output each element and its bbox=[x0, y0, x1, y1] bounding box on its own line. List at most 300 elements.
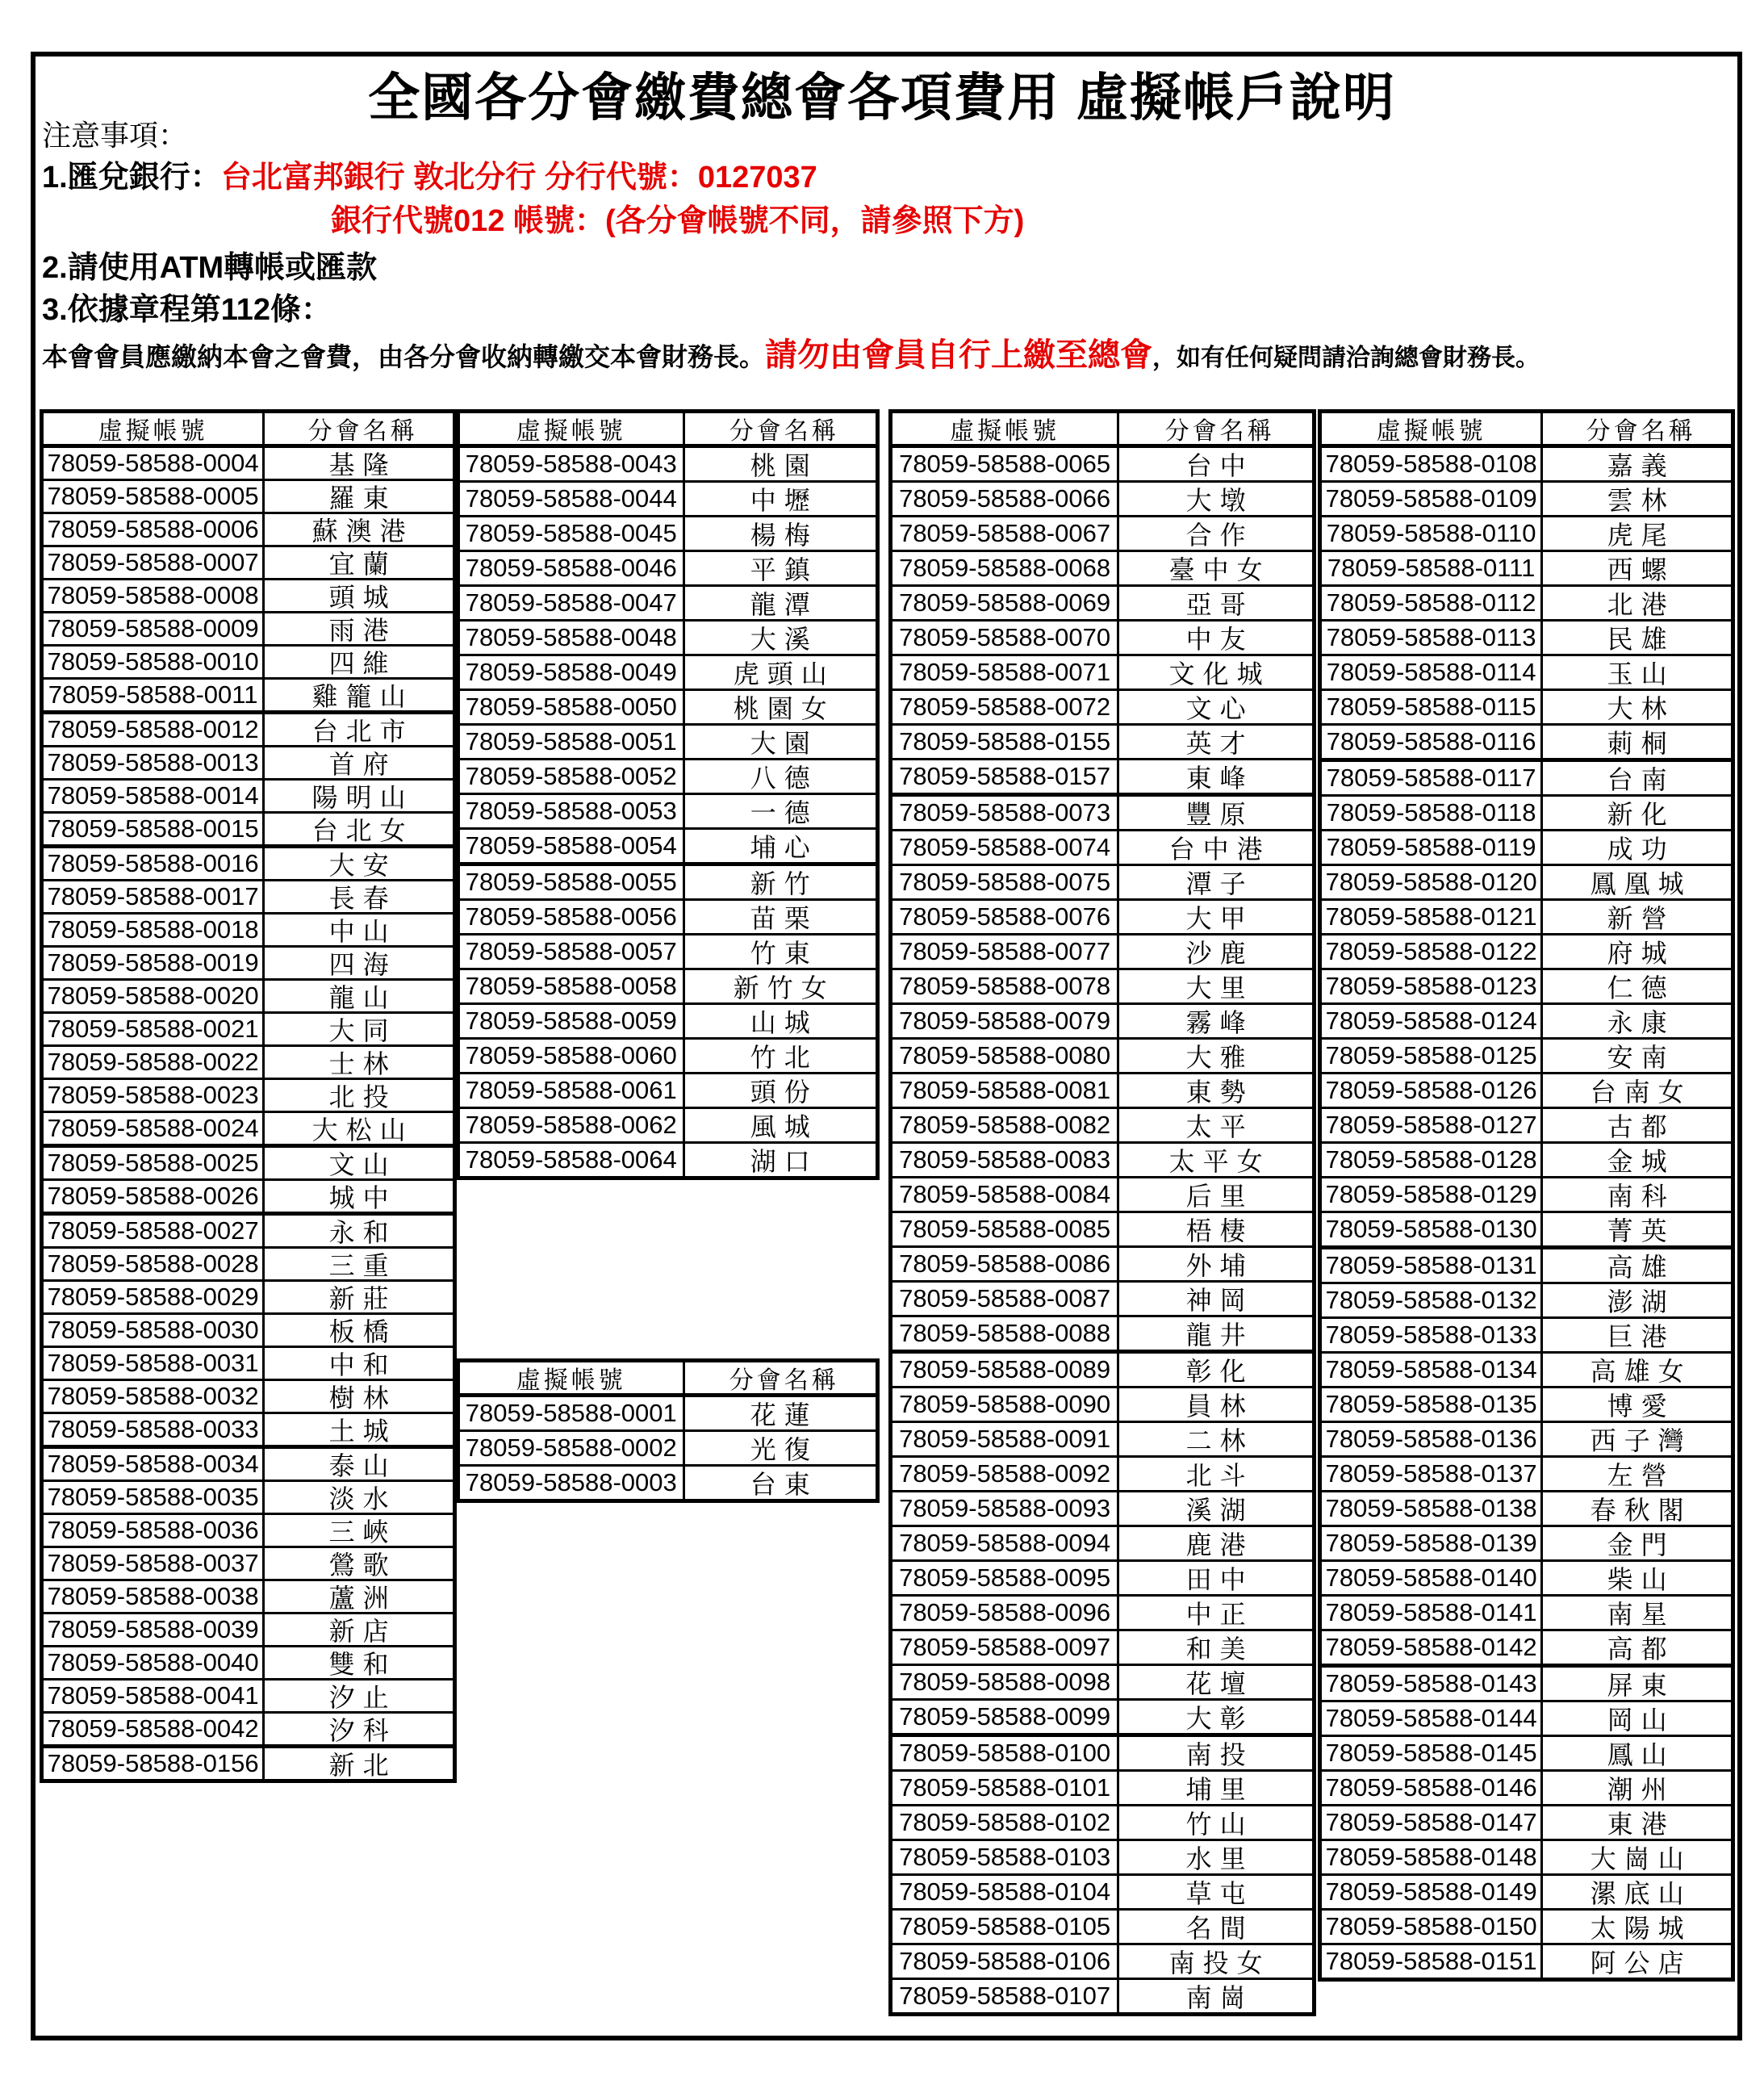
table-row bbox=[892, 1839, 1312, 1873]
table-row bbox=[44, 1612, 453, 1645]
table-row bbox=[44, 479, 453, 512]
account-cell: 78059-58588-0070 bbox=[892, 622, 1119, 654]
table-group bbox=[44, 1744, 453, 1779]
branch-name-cell: 新竹 bbox=[750, 869, 818, 898]
account-cell: 78059-58588-0094 bbox=[892, 1527, 1119, 1559]
table-row bbox=[1322, 619, 1731, 654]
table-row bbox=[460, 550, 876, 584]
table-row bbox=[892, 933, 1312, 968]
branch-name-cell: 大松山 bbox=[311, 1115, 414, 1145]
branch-name-cell: 溪湖 bbox=[1185, 1496, 1254, 1525]
table-row bbox=[1322, 1455, 1731, 1490]
branch-name-cell: 平鎮 bbox=[750, 555, 818, 584]
branch-name-cell: 竹東 bbox=[750, 939, 818, 968]
table-row bbox=[1322, 1316, 1731, 1351]
account-cell: 78059-58588-0128 bbox=[1322, 1144, 1543, 1176]
account-cell: 78059-58588-0001 bbox=[460, 1397, 685, 1429]
account-cell: 78059-58588-0053 bbox=[460, 795, 685, 827]
branch-name-cell: 中和 bbox=[328, 1350, 397, 1379]
table-row bbox=[44, 1148, 453, 1178]
table-row bbox=[1322, 829, 1731, 864]
table-row bbox=[1322, 1141, 1731, 1176]
branch-name-cell: 水里 bbox=[1185, 1844, 1254, 1873]
account-cell: 78059-58588-0007 bbox=[44, 547, 265, 578]
branch-name-cell: 西螺 bbox=[1607, 555, 1675, 584]
account-cell: 78059-58588-0091 bbox=[892, 1423, 1119, 1455]
branch-name-cell: 首府 bbox=[328, 750, 397, 779]
account-cell: 78059-58588-0044 bbox=[460, 483, 685, 515]
branch-name-cell: 鶯歌 bbox=[328, 1551, 397, 1580]
account-cell: 78059-58588-0150 bbox=[1322, 1911, 1543, 1943]
branch-name-cell: 高雄女 bbox=[1590, 1357, 1692, 1386]
account-cell: 78059-58588-0103 bbox=[892, 1841, 1119, 1873]
table-row bbox=[892, 1490, 1312, 1525]
table-group bbox=[44, 710, 453, 844]
branch-name-cell: 文化城 bbox=[1168, 659, 1271, 689]
table-row bbox=[1322, 550, 1731, 584]
table-row bbox=[1322, 1421, 1731, 1455]
table-row bbox=[1322, 584, 1731, 619]
account-cell: 78059-58588-0143 bbox=[1322, 1668, 1543, 1700]
branch-name-cell: 大彰 bbox=[1185, 1704, 1254, 1733]
branch-name-cell: 台中港 bbox=[1168, 835, 1271, 864]
account-cell: 78059-58588-0072 bbox=[892, 691, 1119, 723]
table-row bbox=[1322, 515, 1731, 550]
table-row bbox=[1322, 1249, 1731, 1282]
table-row bbox=[460, 1397, 876, 1429]
table-row bbox=[1322, 1107, 1731, 1141]
account-cell: 78059-58588-0092 bbox=[892, 1458, 1119, 1490]
note-bank-label: 1.匯兌銀行： bbox=[42, 161, 221, 195]
account-cell: 78059-58588-0140 bbox=[1322, 1562, 1543, 1594]
table-row bbox=[44, 1546, 453, 1579]
table-group bbox=[1322, 758, 1731, 1245]
branch-name-cell: 玉山 bbox=[1607, 659, 1675, 689]
table-row bbox=[1322, 794, 1731, 829]
table-row bbox=[44, 811, 453, 844]
branch-name-cell: 仁德 bbox=[1607, 973, 1675, 1002]
branch-name-cell: 羅東 bbox=[328, 483, 397, 513]
account-cell: 78059-58588-0078 bbox=[892, 970, 1119, 1002]
account-cell: 78059-58588-0147 bbox=[1322, 1806, 1543, 1839]
account-cell: 78059-58588-0023 bbox=[44, 1080, 265, 1111]
table-group bbox=[1322, 1245, 1731, 1664]
account-cell: 78059-58588-0061 bbox=[460, 1074, 685, 1107]
branch-name-cell: 汐科 bbox=[328, 1716, 397, 1745]
table-row bbox=[1322, 1282, 1731, 1316]
account-cell: 78059-58588-0010 bbox=[44, 647, 265, 677]
account-cell: 78059-58588-0079 bbox=[892, 1005, 1119, 1037]
table-row bbox=[1322, 1804, 1731, 1839]
table-row bbox=[1322, 480, 1731, 515]
table-row bbox=[892, 1386, 1312, 1421]
account-cell: 78059-58588-0021 bbox=[44, 1014, 265, 1044]
account-cell: 78059-58588-0062 bbox=[460, 1109, 685, 1141]
branch-name-cell: 后里 bbox=[1185, 1182, 1254, 1211]
table-row bbox=[44, 912, 453, 945]
account-cell: 78059-58588-0037 bbox=[44, 1548, 265, 1579]
account-cell: 78059-58588-0059 bbox=[460, 1005, 685, 1037]
account-cell: 78059-58588-0011 bbox=[44, 680, 265, 710]
branch-name-cell: 頭城 bbox=[328, 583, 397, 612]
table-row bbox=[892, 1525, 1312, 1559]
table-row bbox=[892, 1354, 1312, 1386]
account-cell: 78059-58588-0104 bbox=[892, 1876, 1119, 1908]
table-row bbox=[44, 1678, 453, 1711]
table-row bbox=[44, 1312, 453, 1346]
account-header-cell: 虛擬帳號 bbox=[1322, 413, 1543, 444]
table-row bbox=[892, 1769, 1312, 1804]
table-row bbox=[892, 1107, 1312, 1141]
account-cell: 78059-58588-0085 bbox=[892, 1213, 1119, 1245]
branch-name-cell: 合作 bbox=[1185, 521, 1254, 550]
branch-name-cell: 鳳凰城 bbox=[1590, 869, 1692, 898]
account-cell: 78059-58588-0013 bbox=[44, 747, 265, 778]
account-cell: 78059-58588-0081 bbox=[892, 1074, 1119, 1107]
branch-name-cell: 山城 bbox=[750, 1008, 818, 1037]
table-row bbox=[892, 654, 1312, 689]
table-row bbox=[44, 714, 453, 745]
branch-name-cell: 太陽城 bbox=[1590, 1914, 1692, 1943]
account-cell: 78059-58588-0036 bbox=[44, 1515, 265, 1546]
account-cell: 78059-58588-0068 bbox=[892, 552, 1119, 584]
branch-name-cell: 北港 bbox=[1607, 590, 1675, 619]
account-cell: 78059-58588-0117 bbox=[1322, 762, 1543, 794]
branch-name-cell: 阿公店 bbox=[1590, 1948, 1692, 1978]
account-cell: 78059-58588-0045 bbox=[460, 517, 685, 550]
table-row bbox=[44, 1346, 453, 1379]
branch-name-cell: 南崗 bbox=[1185, 1983, 1254, 2012]
account-cell: 78059-58588-0125 bbox=[1322, 1040, 1543, 1072]
branch-name-header-cell: 分會名稱 bbox=[1586, 418, 1696, 445]
branch-name-cell: 湖口 bbox=[750, 1147, 818, 1176]
page-title: 全國各分會繳費總會各項費用 虛擬帳戶說明 bbox=[368, 69, 1396, 127]
account-cell: 78059-58588-0046 bbox=[460, 552, 685, 584]
account-cell: 78059-58588-0022 bbox=[44, 1047, 265, 1078]
branch-name-cell: 淡水 bbox=[328, 1484, 397, 1513]
table-row bbox=[892, 1698, 1312, 1733]
branch-name-cell: 名間 bbox=[1185, 1914, 1254, 1943]
table-row bbox=[1322, 1559, 1731, 1594]
account-cell: 78059-58588-0137 bbox=[1322, 1458, 1543, 1490]
branch-name-cell: 陽明山 bbox=[311, 783, 414, 812]
branch-name-cell: 龍山 bbox=[328, 983, 397, 1012]
table-row bbox=[1322, 762, 1731, 794]
branch-name-cell: 埔心 bbox=[750, 833, 818, 862]
table-row bbox=[892, 1629, 1312, 1664]
branch-name-cell: 土城 bbox=[328, 1417, 397, 1446]
branch-name-cell: 中山 bbox=[328, 917, 397, 946]
branch-name-cell: 春秋閣 bbox=[1590, 1496, 1692, 1525]
account-cell: 78059-58588-0074 bbox=[892, 831, 1119, 864]
table-row bbox=[892, 1072, 1312, 1107]
account-cell: 78059-58588-0054 bbox=[460, 830, 685, 862]
branch-name-cell: 潮州 bbox=[1607, 1775, 1675, 1804]
account-cell: 78059-58588-0009 bbox=[44, 613, 265, 644]
table-group bbox=[460, 448, 876, 862]
account-cell: 78059-58588-0101 bbox=[892, 1772, 1119, 1804]
branch-name-cell: 東勢 bbox=[1185, 1078, 1254, 1107]
branch-name-cell: 竹山 bbox=[1185, 1810, 1254, 1839]
table-row bbox=[892, 797, 1312, 829]
branch-name-cell: 雲林 bbox=[1607, 486, 1675, 515]
account-cell: 78059-58588-0005 bbox=[44, 481, 265, 512]
branch-name-cell: 樹林 bbox=[328, 1383, 397, 1413]
table-row bbox=[892, 968, 1312, 1002]
account-cell: 78059-58588-0075 bbox=[892, 866, 1119, 898]
account-cell: 78059-58588-0057 bbox=[460, 935, 685, 968]
account-cell: 78059-58588-0088 bbox=[892, 1317, 1119, 1350]
table-east bbox=[456, 1358, 880, 1503]
branch-name-cell: 大雅 bbox=[1185, 1043, 1254, 1072]
account-cell: 78059-58588-0004 bbox=[44, 448, 265, 479]
account-cell: 78059-58588-0042 bbox=[44, 1714, 265, 1744]
table-group bbox=[44, 1212, 453, 1445]
table-group bbox=[1322, 1664, 1731, 1978]
account-cell: 78059-58588-0015 bbox=[44, 814, 265, 844]
account-cell: 78059-58588-0024 bbox=[44, 1113, 265, 1144]
table-row bbox=[1322, 864, 1731, 898]
branch-name-cell: 潭子 bbox=[1185, 869, 1254, 898]
table-row bbox=[460, 619, 876, 654]
table-row bbox=[1322, 968, 1731, 1002]
table-row bbox=[892, 1559, 1312, 1594]
account-cell: 78059-58588-0032 bbox=[44, 1381, 265, 1412]
account-cell: 78059-58588-0109 bbox=[1322, 483, 1543, 515]
account-cell: 78059-58588-0029 bbox=[44, 1282, 265, 1312]
table-row bbox=[892, 723, 1312, 758]
branch-name-cell: 西子灣 bbox=[1590, 1426, 1692, 1455]
table-row bbox=[44, 448, 453, 479]
account-cell: 78059-58588-0008 bbox=[44, 580, 265, 611]
account-cell: 78059-58588-0019 bbox=[44, 948, 265, 978]
branch-name-cell: 三峽 bbox=[328, 1517, 397, 1547]
branch-name-cell: 永和 bbox=[328, 1218, 397, 1247]
table-row bbox=[1322, 1037, 1731, 1072]
branch-name-cell: 新莊 bbox=[328, 1284, 397, 1313]
account-cell: 78059-58588-0149 bbox=[1322, 1876, 1543, 1908]
account-cell: 78059-58588-0031 bbox=[44, 1348, 265, 1379]
note-payment-black1: 本會會員應繳納本會之會費，由各分會收納轉繳交本會財務長。 bbox=[42, 342, 766, 371]
branch-name-cell: 大林 bbox=[1607, 694, 1675, 723]
table-north-taipei bbox=[40, 409, 457, 1783]
table-row bbox=[1322, 723, 1731, 758]
account-header-cell: 虛擬帳號 bbox=[892, 413, 1119, 444]
branch-name-header-cell: 分會名稱 bbox=[729, 1367, 839, 1394]
table-row bbox=[1322, 1594, 1731, 1629]
branch-name-cell: 博愛 bbox=[1607, 1392, 1675, 1421]
table-row bbox=[44, 848, 453, 879]
table-row bbox=[44, 1011, 453, 1044]
branch-name-cell: 新化 bbox=[1607, 800, 1675, 829]
table-row bbox=[1322, 654, 1731, 689]
branch-name-cell: 士林 bbox=[328, 1049, 397, 1078]
table-row bbox=[44, 1279, 453, 1312]
table-row bbox=[892, 1873, 1312, 1908]
branch-name-cell: 員林 bbox=[1185, 1392, 1254, 1421]
table-group bbox=[892, 1733, 1312, 2012]
branch-name-cell: 莿桐 bbox=[1607, 729, 1675, 758]
branch-name-cell: 金城 bbox=[1607, 1147, 1675, 1176]
branch-name-cell: 沙鹿 bbox=[1185, 939, 1254, 968]
branch-name-cell: 田中 bbox=[1185, 1565, 1254, 1594]
branch-name-cell: 花蓮 bbox=[750, 1400, 818, 1429]
branch-name-cell: 楊梅 bbox=[750, 521, 818, 550]
account-cell: 78059-58588-0016 bbox=[44, 848, 265, 879]
account-cell: 78059-58588-0048 bbox=[460, 622, 685, 654]
account-cell: 78059-58588-0148 bbox=[1322, 1841, 1543, 1873]
branch-name-cell: 板橋 bbox=[328, 1317, 397, 1346]
branch-name-cell: 虎尾 bbox=[1607, 521, 1675, 550]
table-row bbox=[460, 515, 876, 550]
table-row bbox=[1322, 1629, 1731, 1664]
branch-name-cell: 新北 bbox=[328, 1751, 397, 1780]
account-cell: 78059-58588-0014 bbox=[44, 781, 265, 811]
branch-name-cell: 苗栗 bbox=[750, 904, 818, 933]
branch-name-cell: 南投 bbox=[1185, 1740, 1254, 1769]
branch-name-cell: 城中 bbox=[328, 1183, 397, 1212]
table-row bbox=[892, 1176, 1312, 1211]
table-row bbox=[892, 1280, 1312, 1315]
table-row bbox=[892, 550, 1312, 584]
branch-name-cell: 大甲 bbox=[1185, 904, 1254, 933]
branch-name-cell: 台中 bbox=[1185, 451, 1254, 480]
table-row bbox=[892, 480, 1312, 515]
table-row bbox=[1322, 1908, 1731, 1943]
branch-name-cell: 南星 bbox=[1607, 1600, 1675, 1629]
table-row bbox=[1322, 1490, 1731, 1525]
branch-name-cell: 民雄 bbox=[1607, 625, 1675, 654]
branch-name-cell: 新竹女 bbox=[733, 973, 835, 1002]
account-cell: 78059-58588-0049 bbox=[460, 656, 685, 689]
account-cell: 78059-58588-0077 bbox=[892, 935, 1119, 968]
account-cell: 78059-58588-0135 bbox=[1322, 1388, 1543, 1421]
table-row bbox=[44, 978, 453, 1011]
table-row bbox=[460, 584, 876, 619]
account-cell: 78059-58588-0123 bbox=[1322, 970, 1543, 1002]
table-row bbox=[892, 1037, 1312, 1072]
account-cell: 78059-58588-0139 bbox=[1322, 1527, 1543, 1559]
table-row bbox=[892, 1737, 1312, 1769]
account-cell: 78059-58588-0086 bbox=[892, 1248, 1119, 1280]
table-row bbox=[892, 758, 1312, 793]
branch-name-cell: 鳳山 bbox=[1607, 1740, 1675, 1769]
branch-name-cell: 安南 bbox=[1607, 1043, 1675, 1072]
table-row bbox=[460, 689, 876, 723]
account-cell: 78059-58588-0144 bbox=[1322, 1702, 1543, 1735]
note-payment-black2: ，如有任何疑問請洽詢總會財務長。 bbox=[1152, 345, 1540, 371]
account-cell: 78059-58588-0114 bbox=[1322, 656, 1543, 689]
table-row bbox=[1322, 1769, 1731, 1804]
account-cell: 78059-58588-0084 bbox=[892, 1178, 1119, 1211]
account-cell: 78059-58588-0102 bbox=[892, 1806, 1119, 1839]
table-row bbox=[44, 1044, 453, 1078]
branch-name-cell: 頭份 bbox=[750, 1078, 818, 1107]
table-row bbox=[892, 1002, 1312, 1037]
account-cell: 78059-58588-0134 bbox=[1322, 1354, 1543, 1386]
branch-name-cell: 中友 bbox=[1185, 625, 1254, 654]
table-row bbox=[892, 619, 1312, 654]
account-cell: 78059-58588-0146 bbox=[1322, 1772, 1543, 1804]
table-row bbox=[460, 933, 876, 968]
account-cell: 78059-58588-0026 bbox=[44, 1181, 265, 1212]
note-atm-line: 2.請使用ATM轉帳或匯款 bbox=[42, 251, 378, 285]
account-cell: 78059-58588-0097 bbox=[892, 1631, 1119, 1664]
table-row bbox=[44, 1513, 453, 1546]
account-cell: 78059-58588-0096 bbox=[892, 1597, 1119, 1629]
account-cell: 78059-58588-0051 bbox=[460, 726, 685, 758]
branch-name-cell: 左營 bbox=[1607, 1461, 1675, 1490]
branch-name-cell: 梧棲 bbox=[1185, 1216, 1254, 1245]
account-cell: 78059-58588-0040 bbox=[44, 1647, 265, 1678]
table-row bbox=[1322, 1211, 1731, 1245]
table-group bbox=[460, 1397, 876, 1499]
table-row bbox=[44, 545, 453, 578]
account-cell: 78059-58588-0119 bbox=[1322, 831, 1543, 864]
table-group bbox=[44, 844, 453, 1144]
branch-name-cell: 一德 bbox=[750, 798, 818, 827]
account-cell: 78059-58588-0133 bbox=[1322, 1319, 1543, 1351]
branch-name-cell: 雙和 bbox=[328, 1650, 397, 1679]
table-row bbox=[460, 654, 876, 689]
account-cell: 78059-58588-0108 bbox=[1322, 448, 1543, 480]
branch-name-cell: 三重 bbox=[328, 1251, 397, 1280]
account-cell: 78059-58588-0027 bbox=[44, 1216, 265, 1246]
table-row bbox=[460, 827, 876, 862]
account-cell: 78059-58588-0047 bbox=[460, 587, 685, 619]
table-row bbox=[44, 778, 453, 811]
table-row bbox=[1322, 689, 1731, 723]
account-cell: 78059-58588-0093 bbox=[892, 1492, 1119, 1525]
branch-name-cell: 岡山 bbox=[1607, 1706, 1675, 1735]
table-row bbox=[44, 1246, 453, 1279]
branch-name-cell: 四維 bbox=[328, 649, 397, 678]
branch-name-cell: 大園 bbox=[750, 729, 818, 758]
account-cell: 78059-58588-0130 bbox=[1322, 1213, 1543, 1245]
account-cell: 78059-58588-0065 bbox=[892, 448, 1119, 480]
account-cell: 78059-58588-0090 bbox=[892, 1388, 1119, 1421]
table-group bbox=[44, 1445, 453, 1744]
account-cell: 78059-58588-0028 bbox=[44, 1249, 265, 1279]
account-cell: 78059-58588-0071 bbox=[892, 656, 1119, 689]
branch-name-cell: 太平 bbox=[1185, 1112, 1254, 1141]
table-row bbox=[44, 745, 453, 778]
account-cell: 78059-58588-0017 bbox=[44, 881, 265, 912]
branch-name-cell: 台南 bbox=[1607, 765, 1675, 794]
branch-name-cell: 台北女 bbox=[311, 816, 414, 845]
table-row bbox=[892, 1315, 1312, 1350]
branch-name-cell: 桃園 bbox=[750, 451, 818, 480]
account-cell: 78059-58588-0095 bbox=[892, 1562, 1119, 1594]
table-group bbox=[1322, 448, 1731, 758]
table-row bbox=[460, 968, 876, 1002]
account-cell: 78059-58588-0116 bbox=[1322, 726, 1543, 758]
branch-name-cell: 八德 bbox=[750, 764, 818, 793]
account-cell: 78059-58588-0155 bbox=[892, 726, 1119, 758]
table-row bbox=[1322, 1873, 1731, 1908]
branch-name-cell: 高雄 bbox=[1607, 1253, 1675, 1282]
account-cell: 78059-58588-0083 bbox=[892, 1144, 1119, 1176]
table-row bbox=[892, 584, 1312, 619]
branch-name-cell: 外埔 bbox=[1185, 1251, 1254, 1280]
account-cell: 78059-58588-0110 bbox=[1322, 517, 1543, 550]
note-payment-red: 請勿由會員自行上繳至總會 bbox=[765, 337, 1153, 373]
account-cell: 78059-58588-0058 bbox=[460, 970, 685, 1002]
branch-name-cell: 太平女 bbox=[1168, 1147, 1271, 1176]
table-row bbox=[44, 1078, 453, 1111]
account-cell: 78059-58588-0055 bbox=[460, 866, 685, 898]
account-cell: 78059-58588-0073 bbox=[892, 797, 1119, 829]
